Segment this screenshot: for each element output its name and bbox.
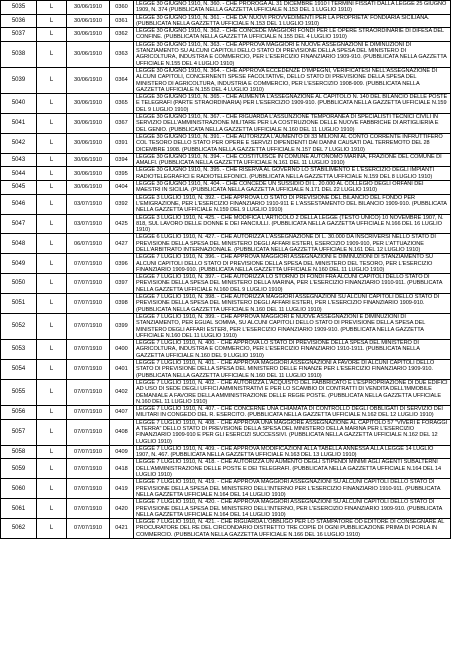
entry-number-cell: 5059 [1, 459, 37, 479]
act-type-cell: L [37, 167, 67, 181]
act-date-cell: 30/06/1910 [67, 181, 110, 195]
entry-number-cell: 5049 [1, 254, 37, 274]
act-description-cell: LEGGE 30 GIUGNO 1910, N. 365. - CHE AUMENTA L'ASSEGNAZIONE AL CAPITOLO N. 140 DEL BILANCIO DELLE POSTE E TELEGRAFI (PARTE STRAORDINARIA) PER L'ESERCIZIO 1909-910. (PUBBLICATA NELLA GAZZETTA UFFICIALE N.159 DEL 9 LUGLIO 1910) [134, 94, 451, 114]
act-date-cell: 07/07/1910 [67, 340, 110, 360]
entry-number-cell: 5053 [1, 340, 37, 360]
table-row [1, 14, 451, 28]
act-code-cell: 0409 [110, 445, 134, 459]
act-date-cell: 07/07/1910 [67, 274, 110, 294]
table-row [1, 181, 451, 195]
act-description-cell: LEGGE 6 LUGLIO 1910, N. 427. - CHE AUTORIZZA L'ASSEGNAZIONE DI L. 30.000 DA INSCRIVERSI NELLO STATO DI PREVISIONE DELLA SPESA DEL MINISTERO DEGLI AFFARI ESTERI, ESERCIZIO 1909-910, PER L'ATTUAZIONE DELL'ARBITRATO INTERNAZIONALE. (PUBBLICATA NELLA GAZZETTA UFFICIALE N.161 DEL 12 LUGLIO 1910) [134, 234, 451, 254]
table-row [1, 479, 451, 499]
act-code-cell: 0397 [110, 274, 134, 294]
table-row [1, 519, 451, 539]
table-row [1, 294, 451, 314]
act-date-cell: 07/07/1910 [67, 379, 110, 405]
table-row [1, 1, 451, 15]
table-row [1, 67, 451, 93]
act-type-cell: L [37, 181, 67, 195]
act-date-cell: 07/07/1910 [67, 419, 110, 445]
act-type-cell: L [37, 313, 67, 339]
act-type-cell: L [37, 294, 67, 314]
table-row [1, 406, 451, 420]
act-type-cell: L [37, 133, 67, 153]
table-row [1, 445, 451, 459]
act-code-cell: 0365 [110, 94, 134, 114]
act-date-cell: 07/07/1910 [67, 313, 110, 339]
act-description-cell: LEGGE 30 GIUGNO 1910, N. 361. - CHE DA' NUOVI PROVVEDIMENTI PER LA PROPRIETA' FONDIARIA SICILIANA. (PUBBLICATA NELLA GAZZETTA UFFICIALE N.153 DEL 1 LUGLIO 1910) [134, 14, 451, 28]
act-date-cell: 07/07/1910 [67, 499, 110, 519]
act-date-cell: 30/06/1910 [67, 94, 110, 114]
table-row [1, 194, 451, 214]
act-description-cell: LEGGE 7 LUGLIO 1910, N. 419. - CHE APPROVA MAGGIORI ASSEGNAZIONI SU ALCUNI CAPITOLI DELLO STATO DI PREVISIONE DELLA SPESA DEL MINISTERO DELL'INTERNO PER L'ESERCIZIO FINANZIARIO 1910-911. (PUBBLICATA NELLA GAZZETTA UFFICIALE N.164 DEL 14 LUGLIO 1910) [134, 479, 451, 499]
table-row [1, 360, 451, 380]
entry-number-cell: 5052 [1, 313, 37, 339]
act-date-cell: 03/07/1910 [67, 194, 110, 214]
act-type-cell: L [37, 379, 67, 405]
act-date-cell: 30/06/1910 [67, 114, 110, 134]
entry-number-cell: 5050 [1, 274, 37, 294]
entry-number-cell: 5039 [1, 67, 37, 93]
act-code-cell: 0398 [110, 294, 134, 314]
entry-number-cell: 5037 [1, 28, 37, 42]
act-description-cell: LEGGE 7 LUGLIO 1910, N. 401. - CHE APPROVA MAGGIORI ASSEGNAZIONI A FAVORE DI ALCUNI CAPITOLI DELLO STATO DI PREVISIONE DELLA SPESA DEL MINISTERO DELLE FINANZE PER L'ESERCIZIO FINANZIARIO 1909-910. (PUBBLICATA NELLA GAZZETTA UFFICIALE N.160 DEL 11 LUGLIO 1910) [134, 360, 451, 380]
table-row [1, 234, 451, 254]
act-description-cell: LEGGE 7 LUGLIO 1910, N. 408. - CHE APPROVA UNA MAGGIORE ASSEGNAZIONE AL CAPITOLO 57 "VIVERI E FORAGGI A TERRA" DELLO STATO DI PREVISIONE DELLA SPESA DEL MINISTERO DELLA MARINA PER L'ESERCIZIO FINANZIARIO 1909-910 E PER GLI ESERCIZI SUCCESSIVI. (PUBBLICATA NELLA GAZZETTA UFFICIALE N.162 DEL 12 LUGLIO 1910) [134, 419, 451, 445]
act-date-cell: 30/06/1910 [67, 28, 110, 42]
act-code-cell: 0408 [110, 419, 134, 445]
table-row [1, 313, 451, 339]
act-code-cell: 0399 [110, 313, 134, 339]
act-code-cell: 0367 [110, 114, 134, 134]
act-description-cell: LEGGE 7 LUGLIO 1910, N. 400. - CHE APPROVA LO STATO DI PREVISIONE DELLA SPESA DEL MINISTERO DI AGRICOLTURA, INDUSTRIA E COMMERCIO, PER L'ESERCIZIO FINANZIARIO 1910-1911. (PUBBLICATA NELLA GAZZETTA UFFICIALE N.160 DEL 9 LUGLIO 1910) [134, 340, 451, 360]
entry-number-cell: 5061 [1, 499, 37, 519]
act-description-cell: LEGGE 3 LUGLIO 1910, N. 392. - CHE APPROVA LO STATO DI PREVISIONE DEL BILANCIO DEL FONDO PER L'EMIGRAZIONE, PER L'ESERCIZIO FINANZIARIO 1910-911 E L'ASSESTAMENTO DEL BILANCIO 1909-910. (PUBBLICATA NELLA GAZZETTA UFFICIALE N.159 DEL 9 LUGLIO 1910) [134, 194, 451, 214]
table-row [1, 114, 451, 134]
act-code-cell: 0401 [110, 360, 134, 380]
table-row [1, 167, 451, 181]
act-description-cell: LEGGE 7 LUGLIO 1910, N. 397. - CHE AUTORIZZA LO STORNO DI FONDI FRA ALCUNI CAPITOLI DELLO STATO DI PREVISIONE DELLA SPESA DEL MINISTERO DELLA MARINA, PER L'ESERCIZIO FINANZIARIO 1910-911. (PUBBLICATA NELLA GAZZETTA UFFICIALE N.160 DEL 9 LUGLIO 1910) [134, 274, 451, 294]
act-description-cell: LEGGE 7 LUGLIO 1910, N. 398. - CHE AUTORIZZA MAGGIORI ASSEGNAZIONI SU ALCUNI CAPITOLI DELLO STATO DI PREVISIONE DELLA SPESA DEL MINISTERO DEGLI AFFARI ESTERI, PER L'ESERCIZIO FINANZIARIO 1909-910. (PUBBLICATA NELLA GAZZETTA UFFICIALE N.160 DEL 11 LUGLIO 1910) [134, 294, 451, 314]
act-type-cell: L [37, 254, 67, 274]
entry-number-cell: 5035 [1, 1, 37, 15]
entry-number-cell: 5054 [1, 360, 37, 380]
act-code-cell: 0419 [110, 479, 134, 499]
act-type-cell: L [37, 94, 67, 114]
act-description-cell: LEGGE 30 GIUGNO 1910, N. 364. - CHE APPROVA ECCEDENZE D'IMPEGNI, VERIFICATESI NELL'ASSEGNAZIONE DI ALCUNI CAPITOLI, CONCERNENTI SPESE FACOLTATIVE, DELLO STATO DI PREVISIONE DELLA SPESA DEL MINISTERO DI AGRICOLTURA, INDUSTRIA E COMMERCIO, PER L'ESERCIZIO 1908-909. (PUBBLICATA NELLA GAZZETTA UFFICIALE N.155 DEL 4 LUGLIO 1910) [134, 67, 451, 93]
act-description-cell: LEGGE 7 LUGLIO 1910, N. 420. - CHE APPROVA MAGGIORI ASSEGNAZIONI SU ALCUNI CAPITOLI DELLO STATO DI PREVISIONE DELLA SPESA DEL MINISTERO DELL'INTERNO, PER L'ESERCIZIO FINANZIARIO 1909-910. (PUBBLICATA NELLA GAZZETTA UFFICIALE N.164 DEL 14 LUGLIO 1910) [134, 499, 451, 519]
act-description-cell: LEGGE 30 GIUGNO 1910, N. 360. - CHE PROROGA AL 31 DICEMBRE 1910 I TERMINI FISSATI DALLA LEGGE 25 GIUGNO 1909, N. 374 (PUBBLICATA NELLA GAZZETTA UFFICIALE N.153 DEL 1 LUGLIO 1910) [134, 1, 451, 15]
act-type-cell: L [37, 214, 67, 234]
entry-number-cell: 5051 [1, 294, 37, 314]
act-type-cell: L [37, 41, 67, 67]
table-row [1, 459, 451, 479]
table-row [1, 419, 451, 445]
law-register-body [1, 1, 451, 539]
entry-number-cell: 5038 [1, 41, 37, 67]
table-row [1, 214, 451, 234]
act-type-cell: L [37, 479, 67, 499]
act-description-cell: LEGGE 7 LUGLIO 1910, N. 399. - CHE APPROVA MAGGIORI E NUOVE ASSEGNAZIONI E DIMINUZIONI DI STANZIAMENTO, PER EGUAL SOMMA, SU ALCUNI CAPITOLI DELLO STATO DI PREVISIONE DELLA SPESA DEL MINISTERO DEGLI AFFARI ESTERI, PER L'ESERCIZIO FINANZIARIO 1909-910. (PUBBLICATA NELLA GAZZETTA UFFICIALE N.160 DEL 11 LUGLIO 1910) [134, 313, 451, 339]
act-type-cell: L [37, 340, 67, 360]
act-description-cell: LEGGE 30 GIUGNO 1910, N. 404. - CHE CONCEDE UN SUSSIDIO DI L. 20.000 AL COLLEGIO DEGLI ORFANI DEI MAESTRI IN SICILIA. (PUBBLICATA NELLA GAZZETTA UFFICIALE N.171 DEL 22 LUGLIO 1910) [134, 181, 451, 195]
act-code-cell: 0392 [110, 194, 134, 214]
entry-number-cell: 5044 [1, 167, 37, 181]
act-type-cell: L [37, 14, 67, 28]
table-row [1, 274, 451, 294]
table-row [1, 28, 451, 42]
act-description-cell: LEGGE 7 LUGLIO 1910, N. 418. - CHE AUTORIZZA UN AUMENTO DEGLI STIPENDI MINIMI AGLI AGENTI SUBALTERNI DELL'AMMINISTRAZIONE DELLE POSTE E DEI TELEGRAFI. (PUBBLICATA NELLA GAZZETTA UFFICIALE N.164 DEL 14 LUGLIO 1910) [134, 459, 451, 479]
act-date-cell: 07/07/1910 [67, 254, 110, 274]
act-type-cell: L [37, 519, 67, 539]
act-code-cell: 0360 [110, 1, 134, 15]
act-type-cell: L [37, 499, 67, 519]
entry-number-cell: 5046 [1, 194, 37, 214]
entry-number-cell: 5056 [1, 406, 37, 420]
act-type-cell: L [37, 153, 67, 167]
act-code-cell: 0395 [110, 167, 134, 181]
entry-number-cell: 5041 [1, 114, 37, 134]
act-date-cell: 30/06/1910 [67, 133, 110, 153]
act-description-cell: LEGGE 30 GIUGNO 1910, N. 362. - CHE CONCEDE MAGGIORI FONDI PER LE OPERE STRAORDINARIE DI DIFESA DEL CONFINE. (PUBBLICATA NELLA GAZZETTA UFFICIALE N.155 DEL 4 LUGLIO 1910) [134, 28, 451, 42]
act-description-cell: LEGGE 30 GIUGNO 1910, N. 367. - CHE RIGUARDA L'ASSUNZIONE TEMPORANEA DI SPECIALISTI TECNICI CIVILI IN SERVIZIO DELL'AMMINISTRAZIONE MILITARE PER LA COSTRUZIONE DELLE NUOVE FABBRICHE DI ARTIGLIERIA E DEL GENIO. (PUBBLICATA NELLA GAZZETTA UFFICIALE N.160 DEL 11 LUGLIO 1910) [134, 114, 451, 134]
act-code-cell: 0418 [110, 459, 134, 479]
act-type-cell: L [37, 274, 67, 294]
act-type-cell: L [37, 406, 67, 420]
act-date-cell: 30/06/1910 [67, 14, 110, 28]
act-type-cell: L [37, 419, 67, 445]
act-type-cell: L [37, 459, 67, 479]
act-date-cell: 30/06/1910 [67, 167, 110, 181]
act-description-cell: LEGGE 30 GIUGNO 1910, N. 391. - CHE AUTORIZZA L'AUMENTO DI 33 MILIONI AL CONTO CORRENTE INFRUTTIFERO COL TESORO DELLO STATO PER OPERE E SERVIZI DIPENDENTI DAI DANNI CAUSATI DAL TERREMOTO DEL 28 DICEMBRE 1908. (PUBBLICATA NELLA GAZZETTA UFFICIALE N.157 DEL 7 LUGLIO 1910) [134, 133, 451, 153]
act-description-cell: LEGGE 7 LUGLIO 1910, N. 409. - CHE APPROVA MODIFICAZIONI ALLA TABELLA ANNESSA ALLA LEGGE 14 LUGLIO 1907, N. 467. (PUBBLICATA NELLA GAZZETTA UFFICIALE N.163 DEL 13 LUGLIO 1910) [134, 445, 451, 459]
entry-number-cell: 5060 [1, 479, 37, 499]
table-row [1, 94, 451, 114]
entry-number-cell: 5062 [1, 519, 37, 539]
act-type-cell: L [37, 28, 67, 42]
act-date-cell: 07/07/1910 [67, 459, 110, 479]
act-date-cell: 07/07/1910 [67, 479, 110, 499]
entry-number-cell: 5036 [1, 14, 37, 28]
act-code-cell: 0425 [110, 214, 134, 234]
act-code-cell: 0421 [110, 519, 134, 539]
entry-number-cell: 5055 [1, 379, 37, 405]
act-code-cell: 0427 [110, 234, 134, 254]
act-type-cell: L [37, 194, 67, 214]
act-code-cell: 0394 [110, 153, 134, 167]
entry-number-cell: 5045 [1, 181, 37, 195]
table-row [1, 254, 451, 274]
act-description-cell: LEGGE 7 LUGLIO 1910, N. 402. - CHE AUTORIZZA L'ACQUISTO DEL FABBRICATO E L'ESPROPRIAZIONE DI DUE EDIFICI AD USO DI SEDE DEGLI UFFICI AMMINISTRATIVI E PER LO SCAMBIO DI CONTRATTI DI VENDITA DELL'IMMOBILE DEMANIALE A FAVORE DELLA AMMINISTRAZIONE DELLE REGIE POSTE. (PUBBLICATA NELLA GAZZETTA UFFICIALE N.160 DEL 11 LUGLIO 1910) [134, 379, 451, 405]
act-type-cell: L [37, 1, 67, 15]
act-description-cell: LEGGE 7 LUGLIO 1910, N. 407. - CHE CONCERNE UNA CHIAMATA DI CONTROLLO DEGLI OBBLIGATI DI SERVIZIO DEI MILITARI IN CONGEDO DEL R. ESERCITO. (PUBBLICATA NELLA GAZZETTA UFFICIALE N.162 DEL 12 LUGLIO 1910) [134, 406, 451, 420]
act-code-cell: 0407 [110, 406, 134, 420]
entry-number-cell: 5040 [1, 94, 37, 114]
entry-number-cell: 5048 [1, 234, 37, 254]
act-description-cell: LEGGE 7 LUGLIO 1910, N. 421. - CHE RIGUARDA L'OBBLIGO PER LO STAMPATORE OD EDITORE DI CONSEGNARE AL PROCURATORE DEL RE DEL CIRCONDARIO DISTRETTO TRE COPIE DI OGNI PUBBLICAZIONE PRIMA DI PORLA IN COMMERCIO. (PUBBLICATA NELLA GAZZETTA UFFICIALE N.166 DEL 16 LUGLIO 1910) [134, 519, 451, 539]
act-code-cell: 0402 [110, 379, 134, 405]
act-date-cell: 30/06/1910 [67, 1, 110, 15]
act-date-cell: 07/07/1910 [67, 360, 110, 380]
act-code-cell: 0420 [110, 499, 134, 519]
act-type-cell: L [37, 67, 67, 93]
act-date-cell: 06/07/1910 [67, 234, 110, 254]
act-code-cell: 0364 [110, 67, 134, 93]
act-date-cell: 07/07/1910 [67, 406, 110, 420]
act-date-cell: 30/06/1910 [67, 153, 110, 167]
table-row [1, 340, 451, 360]
table-row [1, 499, 451, 519]
entry-number-cell: 5042 [1, 133, 37, 153]
act-description-cell: LEGGE 30 GIUGNO 1910, N. 394. - CHE COSTITUISCE IN COMUNE AUTONOMO MARINA, FRAZIONE DEL COMUNE DI AMALFI. (PUBBLICATA NELLA GAZZETTA UFFICIALE N.161 DEL 11 LUGLIO 1910) [134, 153, 451, 167]
act-date-cell: 07/07/1910 [67, 519, 110, 539]
act-date-cell: 30/06/1910 [67, 41, 110, 67]
act-code-cell: 0400 [110, 340, 134, 360]
act-type-cell: L [37, 360, 67, 380]
act-date-cell: 07/07/1910 [67, 294, 110, 314]
act-code-cell: 0404 [110, 181, 134, 195]
act-description-cell: LEGGE 7 LUGLIO 1910, N. 396. - CHE APPROVA MAGGIORI ASSEGNAZIONI E DIMINUZIONI DI STANZIAMENTO SU ALCUNI CAPITOLI DELLO STATO DI PREVISIONE DELLA SPESA DEL MINISTERO DEL TESORO, PER L'ESERCIZIO FINANZIARIO 1909-910. (PUBBLICATA NELLA GAZZETTA UFFICIALE N.160 DEL 11 LUGLIO 1910) [134, 254, 451, 274]
table-row [1, 379, 451, 405]
act-description-cell: LEGGE 30 GIUGNO 1910, N. 395. - CHE RISERVA AL GOVERNO LO STABILIMENTO E L'ESERCIZIO DEGLI IMPIANTI RADIOTELEGRAFICI E RADIOTELEFONICI. (PUBBLICATA NELLA GAZZETTA UFFICIALE N.159 DEL 8 LUGLIO 1910) [134, 167, 451, 181]
act-code-cell: 0396 [110, 254, 134, 274]
entry-number-cell: 5043 [1, 153, 37, 167]
act-code-cell: 0361 [110, 14, 134, 28]
table-row [1, 133, 451, 153]
act-description-cell: LEGGE 3 LUGLIO 1910, N. 425. - CHE MODIFICA L'ARTICOLO 2 DELLA LEGGE (TESTO UNICO) 10 NOVEMBRE 1907, N. 818, SUL LAVORO DELLE DONNE E DEI FANCIULLI. (PUBBLICATA NELLA GAZZETTA UFFICIALE N.166 DEL 16 LUGLIO 1910) [134, 214, 451, 234]
entry-number-cell: 5058 [1, 445, 37, 459]
act-type-cell: L [37, 445, 67, 459]
table-row [1, 41, 451, 67]
act-code-cell: 0391 [110, 133, 134, 153]
act-type-cell: L [37, 234, 67, 254]
entry-number-cell: 5047 [1, 214, 37, 234]
table-row [1, 153, 451, 167]
act-description-cell: LEGGE 30 GIUGNO 1910, N. 363. - CHE APPROVA MAGGIORI E NUOVE ASSEGNAZIONI E DIMINUZIONI DI STANZIAMENTO SU ALCUNI CAPITOLI DELLO STATO DI PREVISIONE DELLA SPESA DEL MINISTERO DI AGRICOLTURA, INDUSTRIA E COMMERCIO, PER L'ESERCIZIO FINANZIARIO 1909-910. (PUBBLICATA NELLA GAZZETTA UFFICIALE N.155 DEL 4 LUGLIO 1910) [134, 41, 451, 67]
act-date-cell: 30/06/1910 [67, 67, 110, 93]
act-type-cell: L [37, 114, 67, 134]
act-code-cell: 0362 [110, 28, 134, 42]
entry-number-cell: 5057 [1, 419, 37, 445]
act-date-cell: 07/07/1910 [67, 445, 110, 459]
act-code-cell: 0363 [110, 41, 134, 67]
act-date-cell: 03/07/1910 [67, 214, 110, 234]
